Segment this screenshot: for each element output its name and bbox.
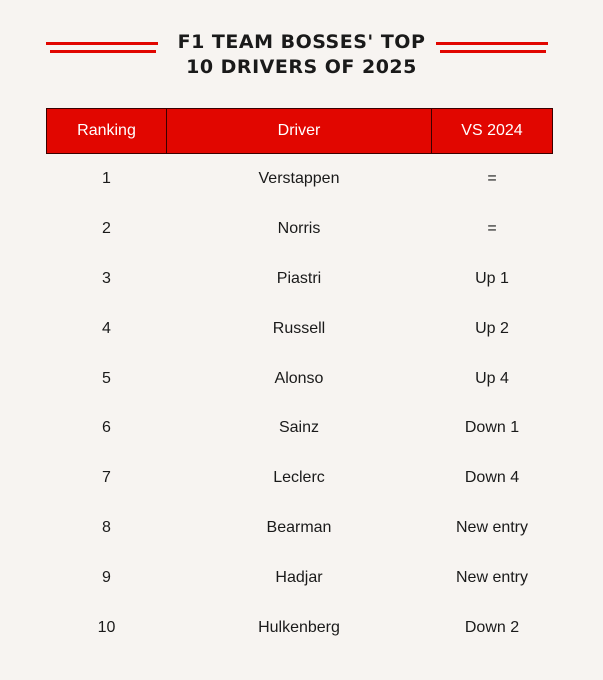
table-row xyxy=(47,553,553,603)
page-title-line-2: 10 DRIVERS OF 2025 xyxy=(186,56,417,78)
page-title xyxy=(160,30,443,80)
change-cell: = xyxy=(487,219,497,237)
rank-cell: 8 xyxy=(102,519,111,537)
change-cell: Up 1 xyxy=(475,269,509,287)
table-row xyxy=(47,453,553,503)
rankings-table xyxy=(46,108,553,653)
column-header-ranking: Ranking xyxy=(47,109,167,154)
change-cell: Down 1 xyxy=(464,419,520,437)
table-row xyxy=(47,354,553,404)
table-row xyxy=(47,403,553,453)
driver-cell: Hadjar xyxy=(275,569,323,587)
change-cell: New entry xyxy=(455,569,529,587)
change-cell: Up 4 xyxy=(475,369,509,387)
driver-cell: Bearman xyxy=(266,519,332,537)
column-header-driver: Driver xyxy=(167,109,432,154)
driver-cell: Norris xyxy=(277,219,321,237)
table-row xyxy=(47,304,553,354)
change-cell: New entry xyxy=(455,519,529,537)
change-cell: = xyxy=(487,169,497,187)
table-row xyxy=(47,254,553,304)
table-row xyxy=(47,204,553,254)
rank-cell: 4 xyxy=(102,319,111,337)
rank-cell: 2 xyxy=(102,219,111,237)
change-cell: Up 2 xyxy=(475,319,509,337)
table-header-row xyxy=(47,109,553,154)
change-cell: Down 4 xyxy=(464,469,520,487)
driver-cell: Alonso xyxy=(274,369,324,387)
rank-cell: 6 xyxy=(102,419,111,437)
change-cell: Down 2 xyxy=(464,618,520,636)
rank-cell: 1 xyxy=(102,169,111,187)
rank-cell: 5 xyxy=(102,369,111,387)
left-stripes-decoration xyxy=(46,42,158,58)
driver-cell: Piastri xyxy=(276,269,322,287)
page-title-line-1: F1 TEAM BOSSES' TOP xyxy=(177,31,426,53)
rank-cell: 3 xyxy=(102,269,111,287)
rank-cell: 9 xyxy=(102,569,111,587)
right-stripes-decoration xyxy=(436,42,548,58)
rank-cell: 10 xyxy=(97,618,116,636)
table-row xyxy=(47,154,553,204)
table-row xyxy=(47,503,553,553)
table-row xyxy=(47,603,553,653)
driver-cell: Sainz xyxy=(278,419,320,437)
driver-cell: Hulkenberg xyxy=(258,618,340,636)
driver-cell: Leclerc xyxy=(273,469,325,487)
title-banner xyxy=(0,30,603,86)
driver-cell: Russell xyxy=(272,319,326,337)
column-header-vs-2024: VS 2024 xyxy=(432,109,553,154)
driver-cell: Verstappen xyxy=(258,169,340,187)
rank-cell: 7 xyxy=(102,469,111,487)
